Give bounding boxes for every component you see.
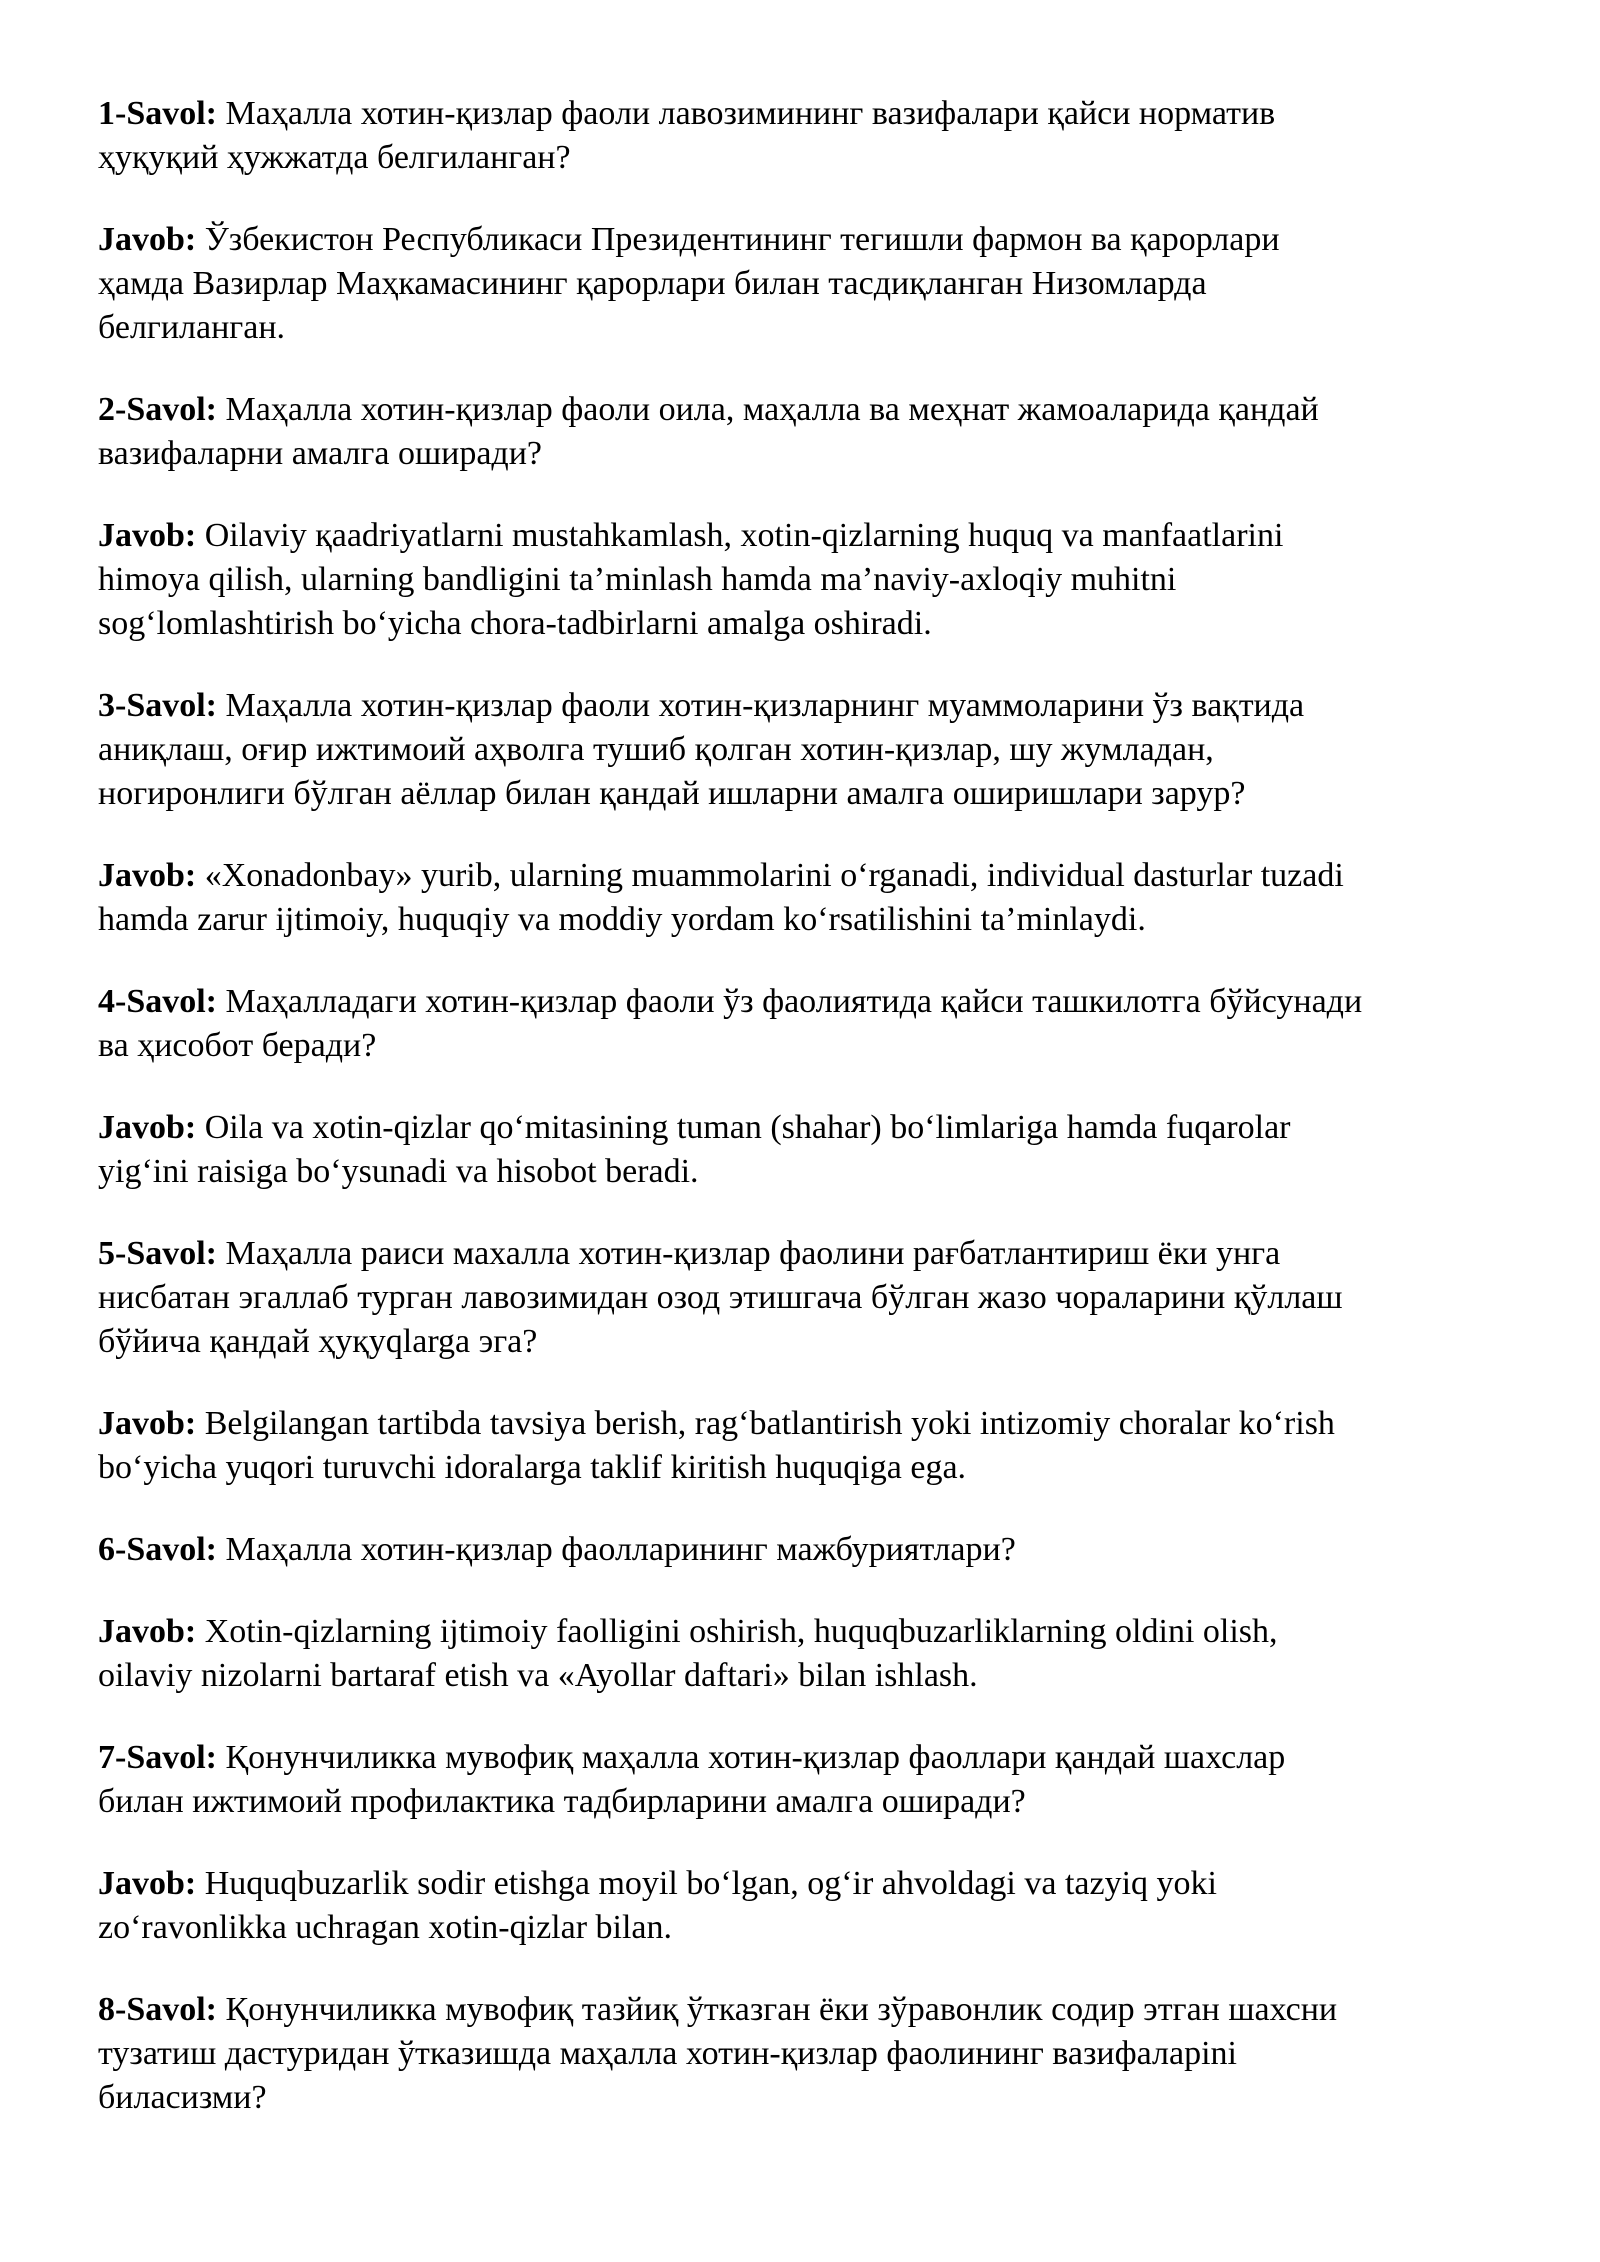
question-label: 8-Savol: [98,1991,217,2028]
question-7 [98,1736,1518,1824]
answer-label: Javob: [98,1865,197,1902]
answer-1 [98,218,1518,350]
question-text: Маҳалла хотин-қизлар фаоли лавозимининг вазифалари қайси норматив ҳуқуқий ҳужжатда белгиланган? [98,95,1276,176]
question-text: Маҳалла хотин-қизлар фаоли хотин-қизларнинг муаммоларини ўз вақтида аниқлаш, оғир ижтимоий аҳволга тушиб қолган хотин-қизлар, шу жумладан, ногиронлиги бўлган аёллар билан қандай ишларни амалга оширишлари зарур? [98,687,1305,812]
answer-text: «Xonadonbay» yurib, ularning muammolarini o‘rganadi, individual dasturlar tuzadi hamda zarur ijtimoiy, huquqiy va moddiy yordam ko‘rsatilishini ta’minlaydi. [98,857,1344,938]
question-8 [98,1988,1518,2120]
answer-text: Ўзбекистон Республикаси Президентининг тегишли фармон ва қарорлари ҳамда Вазирлар Маҳкамасининг қарорлари билан тасдиқланган Низомларда белгиланган. [98,221,1280,346]
answer-text: Oilaviy қaadriyatlarni mustahkamlash, xotin-qizlarning huquq va manfaatlarini himoya qilish, ularning bandligini ta’minlash hamda ma’naviy-axloqiy muhitni sog‘lomlashtirish bo‘yicha chora-tadbirlarni amalga oshiradi. [98,517,1284,642]
answer-text: Xotin-qizlarning ijtimoiy faolligini oshirish, huquqbuzarliklarning oldini olish, oilaviy nizolarni bartaraf etish va «Ayollar daftari» bilan ishlash. [98,1613,1278,1694]
answer-label: Javob: [98,1405,197,1442]
answer-4 [98,1106,1518,1194]
answer-label: Javob: [98,857,197,894]
answer-text: Belgilangan tartibda tavsiya berish, rag‘batlantirish yoki intizomiy choralar ko‘rish bo‘yicha yuqori turuvchi idoralarga taklif kiritish huquqiga ega. [98,1405,1335,1486]
question-label: 3-Savol: [98,687,217,724]
answer-label: Javob: [98,517,197,554]
question-text: Қонунчиликка мувофиқ тазйиқ ўтказган ёки зўравонлик содир этган шахсни тузатиш дастуридан ўтказишда маҳалла хотин-қизлар фаолининг вазифаларini биласизми? [98,1991,1338,2116]
question-label: 2-Savol: [98,391,217,428]
document-page [98,92,1518,2158]
answer-5 [98,1402,1518,1490]
question-label: 7-Savol: [98,1739,217,1776]
question-5 [98,1232,1518,1364]
answer-2 [98,514,1518,646]
question-text: Маҳалла раиси махалла хотин-қизлар фаолини рағбатлантириш ёки унга нисбатан эгаллаб турган лавозимидан озод этишгача бўлган жазо чораларини қўллаш бўйича қандай ҳуқуqlarga эга? [98,1235,1343,1360]
question-text: Маҳалла хотин-қизлар фаоли оила, маҳалла ва меҳнат жамоаларида қандай вазифаларни амалга оширади? [98,391,1319,472]
question-1 [98,92,1518,180]
answer-label: Javob: [98,1109,197,1146]
question-3 [98,684,1518,816]
question-text: Қонунчиликка мувофиқ маҳалла хотин-қизлар фаоллари қандай шахслар билан ижтимоий профилактика тадбирларини амалга оширади? [98,1739,1286,1820]
question-6 [98,1528,1518,1572]
answer-label: Javob: [98,221,197,258]
question-label: 1-Savol: [98,95,217,132]
answer-3 [98,854,1518,942]
question-text: Маҳалладаги хотин-қизлар фаоли ўз фаолиятида қайси ташкилотга бўйсунади ва ҳисобот беради? [98,983,1363,1064]
question-text: Маҳалла хотин-қизлар фаолларининг мажбуриятлари? [217,1531,1016,1568]
answer-text: Huquqbuzarlik sodir etishga moyil bo‘lgan, og‘ir ahvoldagi va tazyiq yoki zo‘ravonlikka uchragan xotin-qizlar bilan. [98,1865,1217,1946]
question-label: 5-Savol: [98,1235,217,1272]
question-4 [98,980,1518,1068]
answer-label: Javob: [98,1613,197,1650]
question-label: 6-Savol: [98,1531,217,1568]
answer-6 [98,1610,1518,1698]
question-label: 4-Savol: [98,983,217,1020]
question-2 [98,388,1518,476]
answer-7 [98,1862,1518,1950]
answer-text: Oila va xotin-qizlar qo‘mitasining tuman (shahar) bo‘limlariga hamda fuqarolar yig‘ini raisiga bo‘ysunadi va hisobot beradi. [98,1109,1291,1190]
